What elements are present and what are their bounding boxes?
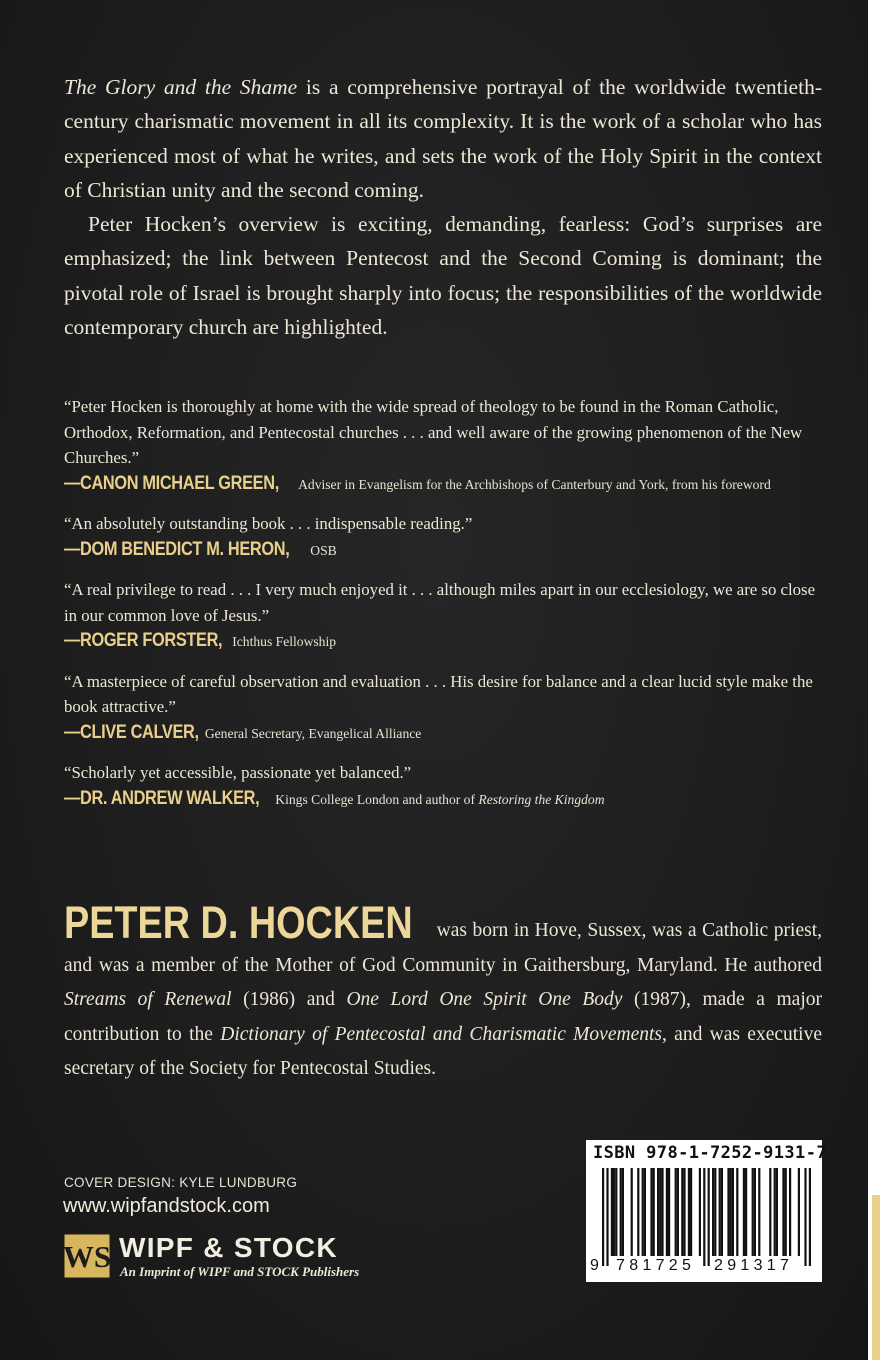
bio-text: (1986) and	[231, 989, 347, 1010]
endorsement-attribution	[64, 471, 822, 498]
barcode-bar	[690, 1168, 692, 1256]
barcode-bar	[730, 1168, 732, 1256]
affiliation-book-title: Restoring the Kingdom	[478, 791, 605, 807]
barcode-bar	[631, 1168, 633, 1256]
barcode-bar	[785, 1168, 787, 1256]
endorser-name: —CLIVE CALVER,	[64, 721, 199, 743]
barcode-bar	[712, 1168, 714, 1256]
barcode-bar	[774, 1168, 776, 1256]
endorsement-quote: “Peter Hocken is thoroughly at home with the wide spread of theology to be found in the Roman Catholic, Orthodox, Reformation, and Pentecostal churches . . . and well aware of the growing phenomenon of the New Churches.”	[64, 397, 803, 467]
endorsement	[64, 669, 822, 747]
publisher-tagline: An Imprint of WIPF and STOCK Publishers	[120, 1264, 360, 1279]
barcode-bar	[809, 1168, 811, 1266]
ws-logo-icon	[63, 1233, 111, 1279]
description-text-1: is a comprehensive portrayal of the worldwide twentieth-century charismatic movement in all its complexity. It is the work of a scholar who has experienced most of what he writes, and sets the work of the Holy Spirit in the context of Christian unity and the second coming.	[64, 75, 822, 202]
endorser-affiliation: OSB	[310, 542, 337, 558]
barcode-bar	[644, 1168, 646, 1256]
barcode-bar	[769, 1168, 771, 1256]
endorsement	[64, 394, 822, 497]
bio-text: was born in Hove, Sussex, was a Catholic priest, and was a member of the Mother of God Community in Gaithersburg, Maryland. He authored	[64, 920, 822, 976]
barcode-bar	[661, 1168, 663, 1256]
page-edge	[868, 0, 880, 1360]
barcode-bar	[659, 1168, 661, 1256]
endorser-name: —ROGER FORSTER,	[64, 630, 223, 651]
publisher-name: WIPF & STOCK	[119, 1232, 338, 1263]
barcode-bar	[620, 1168, 622, 1256]
barcode-bar	[606, 1168, 608, 1266]
bio-text: , and was executive secretary of the Society for Pentecostal Studies.	[64, 1023, 823, 1079]
barcode-bar	[776, 1168, 778, 1256]
endorsement	[64, 760, 822, 812]
barcode-bar	[683, 1168, 685, 1256]
barcode-bar	[666, 1168, 668, 1256]
barcode-bar	[688, 1168, 690, 1256]
barcode-bar	[703, 1168, 705, 1266]
endorser-affiliation: Ichthus Fellowship	[232, 634, 337, 649]
barcode-bar	[736, 1168, 738, 1256]
barcode-bar	[745, 1168, 747, 1256]
barcode-bar	[637, 1168, 639, 1256]
barcode-digit-group: 291317	[714, 1257, 794, 1274]
barcode-bar	[657, 1168, 659, 1256]
bio-text: (1987), made a major contribution to the	[64, 989, 822, 1045]
endorser-name: —DR. ANDREW WALKER,	[64, 787, 260, 809]
barcode-bar	[727, 1168, 729, 1256]
barcode-bar	[675, 1168, 677, 1256]
barcode-bar	[798, 1168, 800, 1256]
barcode-bar	[752, 1168, 754, 1256]
cover-design-credit: COVER DESIGN: KYLE LUNDBURG	[64, 1175, 298, 1190]
barcode-bar	[615, 1168, 617, 1256]
affiliation-text: Kings College London and author of	[275, 791, 479, 807]
isbn-barcode	[586, 1140, 827, 1282]
barcode-bar	[782, 1168, 784, 1256]
description-paragraph-1	[64, 70, 822, 207]
endorser-affiliation: Adviser in Evangelism for the Archbishops of Canterbury and York, from his foreword	[298, 476, 771, 492]
barcode-bar	[789, 1168, 791, 1256]
barcode-bar	[708, 1168, 710, 1266]
barcode-bar	[714, 1168, 716, 1256]
barcode-bar	[622, 1168, 624, 1256]
endorser-affiliation	[275, 792, 604, 807]
barcode-bar	[719, 1168, 721, 1256]
endorsement-attribution	[64, 720, 822, 747]
endorser-name: —CANON MICHAEL GREEN,	[64, 472, 279, 494]
bio-book-title: Streams of Renewal	[64, 989, 232, 1010]
barcode-bar	[653, 1168, 655, 1256]
endorser-affiliation: General Secretary, Evangelical Alliance	[204, 725, 422, 741]
barcode-bar	[732, 1168, 734, 1256]
barcode-bar	[668, 1168, 670, 1256]
barcode-digit-group: 9	[590, 1257, 599, 1274]
description-paragraph-2: Peter Hocken’s overview is exciting, demanding, fearless: God’s surprises are emphasized; the link between Pentecost and the Second Coming is dominant; the pivotal role of Israel is brought sharply into focus; the responsibilities of the worldwide contemporary church are highlighted.	[64, 212, 822, 340]
author-name: PETER D. HOCKEN	[64, 897, 413, 948]
endorsement-attribution	[64, 786, 822, 813]
barcode-bar	[721, 1168, 723, 1256]
barcode-bar	[602, 1168, 604, 1266]
isbn-label: ISBN 978-1-7252-9131-7	[593, 1143, 827, 1163]
barcode-bar	[642, 1168, 644, 1256]
barcode-bar	[754, 1168, 756, 1256]
logo-letters: WS	[63, 1239, 111, 1274]
author-bio-paragraph	[64, 897, 823, 1087]
author-bio	[64, 897, 823, 1087]
barcode-bar	[677, 1168, 679, 1256]
barcode-bar	[743, 1168, 745, 1256]
barcode-bar	[650, 1168, 652, 1256]
edge-color-strip	[872, 1195, 880, 1360]
endorsement-attribution	[64, 537, 822, 564]
barcode-bar	[804, 1168, 806, 1266]
endorser-name: —DOM BENEDICT M. HERON,	[64, 538, 290, 560]
endorsement-attribution	[64, 628, 822, 655]
publisher-website: www.wipfandstock.com	[63, 1195, 270, 1217]
endorsement-quote: “Scholarly yet accessible, passionate yet balanced.”	[64, 763, 412, 782]
endorsement-quote: “A real privilege to read . . . I very much enjoyed it . . . although miles apart in our ecclesiology, we are so close in our common love of Jesus.”	[64, 580, 816, 625]
barcode-bar	[699, 1168, 701, 1256]
barcode-bar	[613, 1168, 615, 1256]
barcode-bar	[758, 1168, 760, 1256]
book-description	[64, 70, 822, 344]
endorsement-quote: “An absolutely outstanding book . . . indispensable reading.”	[64, 514, 473, 533]
book-title: The Glory and the Shame	[64, 75, 298, 99]
endorsement	[64, 577, 822, 655]
endorsement-quote: “A masterpiece of careful observation and evaluation . . . His desire for balance and a clear lucid style make the book attractive.”	[64, 671, 813, 716]
bio-book-title: Dictionary of Pentecostal and Charismatic Movements	[220, 1023, 662, 1045]
bio-book-title: One Lord One Spirit One Body	[346, 989, 623, 1010]
barcode-bar	[611, 1168, 613, 1256]
endorsements	[64, 394, 822, 826]
barcode-digit-group: 781725	[616, 1257, 696, 1274]
endorsement	[64, 511, 822, 563]
barcode-digits	[586, 1257, 822, 1279]
barcode-bar	[681, 1168, 683, 1256]
